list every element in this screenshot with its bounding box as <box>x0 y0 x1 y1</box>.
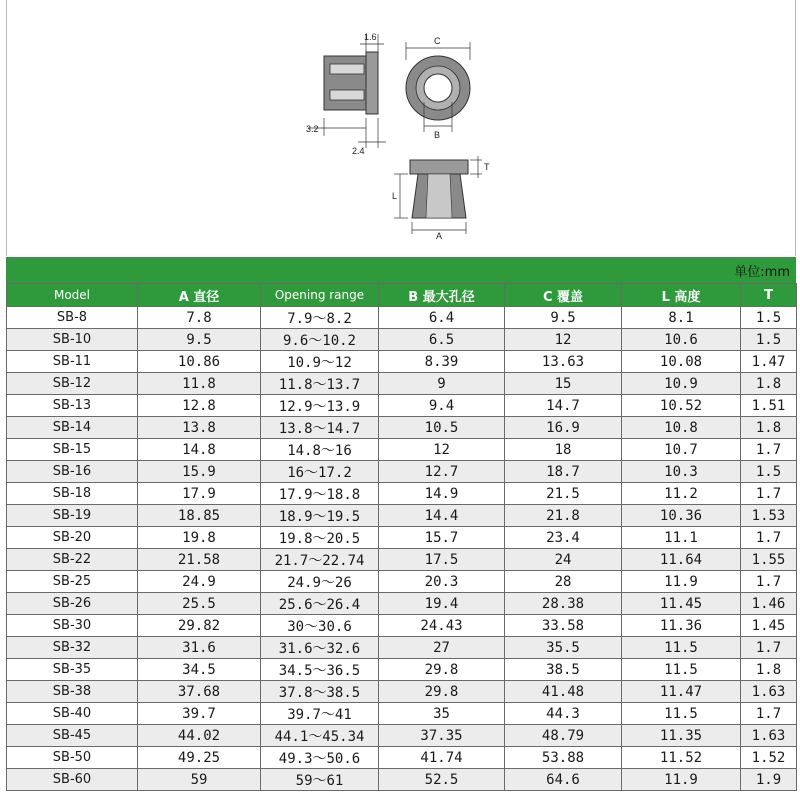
cell-l-height: 10.36 <box>622 505 741 527</box>
cell-b-max-hole: 12.7 <box>379 461 505 483</box>
cell-l-height: 11.45 <box>622 593 741 615</box>
cell-c-cover: 21.5 <box>505 483 622 505</box>
cell-c-cover: 18 <box>505 439 622 461</box>
cell-opening-range: 44.1～45.34 <box>261 725 379 747</box>
cell-a-diameter: 12.8 <box>138 395 261 417</box>
cell-l-height: 10.8 <box>622 417 741 439</box>
cell-t: 1.5 <box>741 461 797 483</box>
cell-model: SB-15 <box>7 439 138 461</box>
cell-t: 1.53 <box>741 505 797 527</box>
header-opening-range: Opening range <box>261 284 379 307</box>
header-model: Model <box>7 284 138 307</box>
table-row <box>7 659 797 681</box>
table-row <box>7 417 797 439</box>
cell-model: SB-26 <box>7 593 138 615</box>
cell-model: SB-18 <box>7 483 138 505</box>
top-view-drawing <box>396 30 486 140</box>
cell-opening-range: 9.6～10.2 <box>261 329 379 351</box>
cell-l-height: 10.9 <box>622 373 741 395</box>
cell-t: 1.8 <box>741 417 797 439</box>
table-header-row <box>7 284 797 307</box>
cell-b-max-hole: 9 <box>379 373 505 395</box>
cell-b-max-hole: 14.4 <box>379 505 505 527</box>
cell-a-diameter: 18.85 <box>138 505 261 527</box>
cell-b-max-hole: 9.4 <box>379 395 505 417</box>
header-a-diameter: A 直径 <box>138 284 261 307</box>
cell-l-height: 10.08 <box>622 351 741 373</box>
cell-c-cover: 53.88 <box>505 747 622 769</box>
cell-model: SB-11 <box>7 351 138 373</box>
cell-b-max-hole: 29.8 <box>379 659 505 681</box>
cell-opening-range: 18.9～19.5 <box>261 505 379 527</box>
table-row <box>7 681 797 703</box>
table-row <box>7 505 797 527</box>
cell-c-cover: 23.4 <box>505 527 622 549</box>
cell-a-diameter: 34.5 <box>138 659 261 681</box>
cell-b-max-hole: 27 <box>379 637 505 659</box>
cell-l-height: 11.5 <box>622 703 741 725</box>
table-row <box>7 769 797 791</box>
cell-a-diameter: 19.8 <box>138 527 261 549</box>
cell-l-height: 10.3 <box>622 461 741 483</box>
cell-opening-range: 16～17.2 <box>261 461 379 483</box>
cell-a-diameter: 21.58 <box>138 549 261 571</box>
cell-t: 1.55 <box>741 549 797 571</box>
cell-l-height: 11.1 <box>622 527 741 549</box>
cell-a-diameter: 39.7 <box>138 703 261 725</box>
cell-model: SB-30 <box>7 615 138 637</box>
cell-a-diameter: 31.6 <box>138 637 261 659</box>
section-view-flange-dim: T <box>484 162 490 172</box>
cell-model: SB-10 <box>7 329 138 351</box>
cell-model: SB-38 <box>7 681 138 703</box>
cell-c-cover: 41.48 <box>505 681 622 703</box>
cell-opening-range: 37.8～38.5 <box>261 681 379 703</box>
table-row <box>7 439 797 461</box>
cell-model: SB-45 <box>7 725 138 747</box>
cell-opening-range: 24.9～26 <box>261 571 379 593</box>
cell-l-height: 11.9 <box>622 769 741 791</box>
cell-l-height: 11.9 <box>622 571 741 593</box>
cell-a-diameter: 29.82 <box>138 615 261 637</box>
cell-l-height: 10.52 <box>622 395 741 417</box>
cell-l-height: 11.5 <box>622 659 741 681</box>
table-row <box>7 549 797 571</box>
cell-t: 1.63 <box>741 725 797 747</box>
cell-model: SB-32 <box>7 637 138 659</box>
cell-opening-range: 49.3～50.6 <box>261 747 379 769</box>
cell-t: 1.7 <box>741 637 797 659</box>
cell-b-max-hole: 6.4 <box>379 307 505 329</box>
table-row <box>7 593 797 615</box>
side-view-left-dim: 3.2 <box>306 124 319 134</box>
cell-l-height: 11.2 <box>622 483 741 505</box>
cell-a-diameter: 14.8 <box>138 439 261 461</box>
cell-a-diameter: 7.8 <box>138 307 261 329</box>
side-view-bottom-dim: 2.4 <box>352 146 365 156</box>
cell-c-cover: 18.7 <box>505 461 622 483</box>
table-row <box>7 571 797 593</box>
cell-model: SB-60 <box>7 769 138 791</box>
cell-t: 1.51 <box>741 395 797 417</box>
cell-b-max-hole: 12 <box>379 439 505 461</box>
table-row <box>7 329 797 351</box>
cell-model: SB-40 <box>7 703 138 725</box>
cell-model: SB-50 <box>7 747 138 769</box>
cell-a-diameter: 25.5 <box>138 593 261 615</box>
cell-l-height: 11.5 <box>622 637 741 659</box>
cell-t: 1.63 <box>741 681 797 703</box>
cell-b-max-hole: 15.7 <box>379 527 505 549</box>
header-t: T <box>741 284 797 307</box>
cell-opening-range: 12.9～13.9 <box>261 395 379 417</box>
cell-b-max-hole: 29.8 <box>379 681 505 703</box>
table-row <box>7 307 797 329</box>
cell-l-height: 10.6 <box>622 329 741 351</box>
cell-a-diameter: 24.9 <box>138 571 261 593</box>
top-view-outer-dim: C <box>434 36 441 46</box>
cell-c-cover: 24 <box>505 549 622 571</box>
cell-c-cover: 35.5 <box>505 637 622 659</box>
cell-c-cover: 21.8 <box>505 505 622 527</box>
cell-b-max-hole: 24.43 <box>379 615 505 637</box>
cell-opening-range: 30～30.6 <box>261 615 379 637</box>
cell-model: SB-35 <box>7 659 138 681</box>
section-view-height-dim: L <box>392 191 398 201</box>
cell-opening-range: 17.9～18.8 <box>261 483 379 505</box>
cell-t: 1.46 <box>741 593 797 615</box>
table-row <box>7 483 797 505</box>
cell-c-cover: 38.5 <box>505 659 622 681</box>
cell-opening-range: 39.7～41 <box>261 703 379 725</box>
table-row <box>7 373 797 395</box>
cell-t: 1.7 <box>741 571 797 593</box>
cell-c-cover: 28.38 <box>505 593 622 615</box>
cell-t: 1.7 <box>741 703 797 725</box>
table-row <box>7 461 797 483</box>
table-row <box>7 395 797 417</box>
cell-a-diameter: 13.8 <box>138 417 261 439</box>
table-row <box>7 703 797 725</box>
cell-b-max-hole: 6.5 <box>379 329 505 351</box>
cell-b-max-hole: 8.39 <box>379 351 505 373</box>
cell-a-diameter: 11.8 <box>138 373 261 395</box>
cell-t: 1.9 <box>741 769 797 791</box>
cell-c-cover: 16.9 <box>505 417 622 439</box>
cell-t: 1.8 <box>741 659 797 681</box>
cell-a-diameter: 15.9 <box>138 461 261 483</box>
cell-opening-range: 34.5～36.5 <box>261 659 379 681</box>
cell-b-max-hole: 19.4 <box>379 593 505 615</box>
table-row <box>7 351 797 373</box>
cell-model: SB-20 <box>7 527 138 549</box>
diagram-area <box>0 0 800 256</box>
cell-c-cover: 13.63 <box>505 351 622 373</box>
cell-c-cover: 15 <box>505 373 622 395</box>
cell-opening-range: 10.9～12 <box>261 351 379 373</box>
cell-t: 1.52 <box>741 747 797 769</box>
table-row <box>7 615 797 637</box>
table-row <box>7 725 797 747</box>
cell-l-height: 11.52 <box>622 747 741 769</box>
section-view-bottom-dim: A <box>436 231 443 240</box>
cell-c-cover: 28 <box>505 571 622 593</box>
cell-l-height: 11.35 <box>622 725 741 747</box>
cell-a-diameter: 9.5 <box>138 329 261 351</box>
cell-t: 1.7 <box>741 439 797 461</box>
cell-l-height: 11.47 <box>622 681 741 703</box>
cell-model: SB-13 <box>7 395 138 417</box>
cell-opening-range: 7.9～8.2 <box>261 307 379 329</box>
cell-opening-range: 59～61 <box>261 769 379 791</box>
cell-a-diameter: 59 <box>138 769 261 791</box>
top-view-inner-dim: B <box>434 130 441 140</box>
table-row <box>7 747 797 769</box>
cell-c-cover: 33.58 <box>505 615 622 637</box>
cell-b-max-hole: 20.3 <box>379 571 505 593</box>
cell-a-diameter: 44.02 <box>138 725 261 747</box>
cell-c-cover: 9.5 <box>505 307 622 329</box>
cell-model: SB-19 <box>7 505 138 527</box>
cell-a-diameter: 17.9 <box>138 483 261 505</box>
header-b-max-hole: B 最大孔径 <box>379 284 505 307</box>
cell-l-height: 11.64 <box>622 549 741 571</box>
cell-b-max-hole: 41.74 <box>379 747 505 769</box>
header-l-height: L 高度 <box>622 284 741 307</box>
cell-b-max-hole: 35 <box>379 703 505 725</box>
cell-model: SB-22 <box>7 549 138 571</box>
cell-l-height: 11.36 <box>622 615 741 637</box>
cell-b-max-hole: 37.35 <box>379 725 505 747</box>
cell-l-height: 10.7 <box>622 439 741 461</box>
cell-model: SB-16 <box>7 461 138 483</box>
side-view-drawing <box>306 28 396 158</box>
cell-opening-range: 13.8～14.7 <box>261 417 379 439</box>
cell-t: 1.7 <box>741 527 797 549</box>
cell-opening-range: 25.6～26.4 <box>261 593 379 615</box>
cell-opening-range: 31.6～32.6 <box>261 637 379 659</box>
cell-c-cover: 44.3 <box>505 703 622 725</box>
frame-right-line <box>795 0 796 256</box>
unit-label: 单位:mm <box>734 265 790 280</box>
cell-b-max-hole: 14.9 <box>379 483 505 505</box>
cell-a-diameter: 10.86 <box>138 351 261 373</box>
cell-model: SB-8 <box>7 307 138 329</box>
section-view-drawing <box>390 150 500 240</box>
cell-b-max-hole: 17.5 <box>379 549 505 571</box>
cell-b-max-hole: 52.5 <box>379 769 505 791</box>
cell-a-diameter: 49.25 <box>138 747 261 769</box>
cell-a-diameter: 37.68 <box>138 681 261 703</box>
table-row <box>7 527 797 549</box>
frame-left-line <box>6 0 7 256</box>
unit-bar <box>6 257 796 283</box>
spec-table <box>6 283 797 791</box>
cell-opening-range: 11.8～13.7 <box>261 373 379 395</box>
cell-b-max-hole: 10.5 <box>379 417 505 439</box>
cell-t: 1.5 <box>741 329 797 351</box>
cell-t: 1.45 <box>741 615 797 637</box>
cell-t: 1.5 <box>741 307 797 329</box>
side-view-top-dim: 1.6 <box>364 32 377 42</box>
cell-c-cover: 64.6 <box>505 769 622 791</box>
cell-opening-range: 14.8～16 <box>261 439 379 461</box>
cell-model: SB-25 <box>7 571 138 593</box>
cell-t: 1.7 <box>741 483 797 505</box>
cell-t: 1.47 <box>741 351 797 373</box>
cell-l-height: 8.1 <box>622 307 741 329</box>
cell-c-cover: 14.7 <box>505 395 622 417</box>
cell-opening-range: 21.7～22.74 <box>261 549 379 571</box>
header-c-cover: C 覆盖 <box>505 284 622 307</box>
cell-model: SB-12 <box>7 373 138 395</box>
cell-opening-range: 19.8～20.5 <box>261 527 379 549</box>
cell-c-cover: 48.79 <box>505 725 622 747</box>
cell-t: 1.8 <box>741 373 797 395</box>
cell-model: SB-14 <box>7 417 138 439</box>
cell-c-cover: 12 <box>505 329 622 351</box>
table-body <box>7 307 797 791</box>
table-row <box>7 637 797 659</box>
